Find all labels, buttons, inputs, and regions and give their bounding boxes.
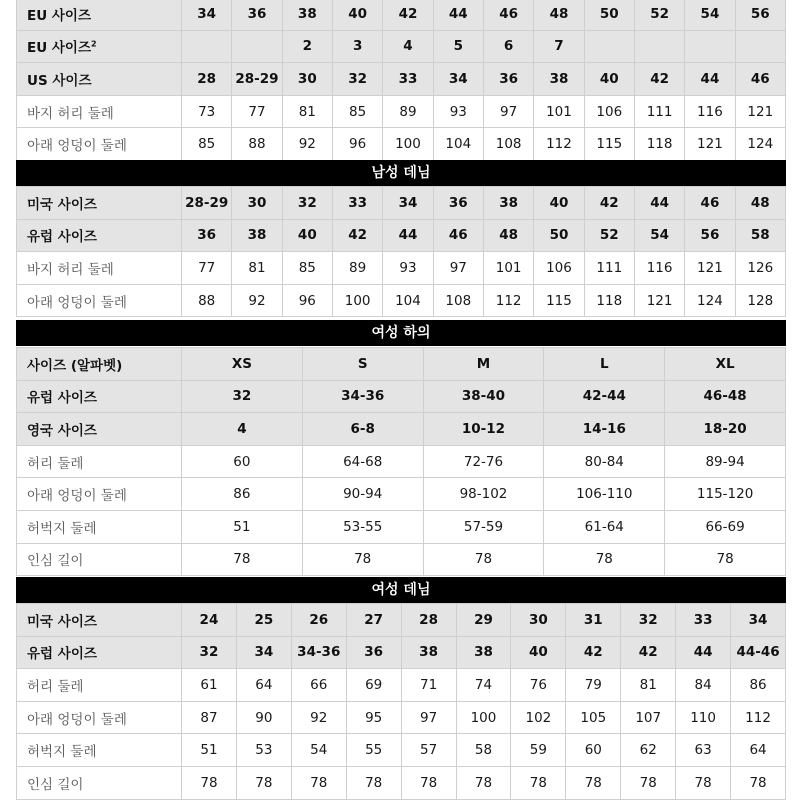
table-row — [17, 348, 786, 381]
size-cell: 95 — [346, 701, 401, 734]
row-label — [17, 380, 182, 413]
size-cell: 85 — [332, 95, 382, 128]
size-cell: 60 — [182, 445, 303, 478]
size-cell: 85 — [182, 128, 232, 161]
size-cell: S — [302, 348, 423, 381]
size-cell: 66 — [291, 669, 346, 702]
size-cell: 40 — [332, 0, 382, 30]
size-cell: 61-64 — [544, 510, 665, 543]
size-cell: 55 — [346, 734, 401, 767]
size-cell: 28 — [182, 63, 232, 96]
row-label — [17, 478, 182, 511]
size-cell: 54 — [634, 219, 684, 252]
size-cell: 128 — [735, 284, 785, 317]
size-cell: 57-59 — [423, 510, 544, 543]
size-cell: 29 — [456, 604, 511, 637]
size-cell: 88 — [232, 128, 282, 161]
size-cell: 32 — [332, 63, 382, 96]
row-label-text: 인심 길이 — [27, 776, 84, 793]
row-label — [17, 669, 182, 702]
row-label — [17, 95, 182, 128]
size-cell: 96 — [282, 284, 332, 317]
size-cell: 36 — [346, 636, 401, 669]
size-cell — [735, 30, 785, 63]
size-cell: 89-94 — [665, 445, 786, 478]
size-cell: 106 — [534, 252, 584, 285]
size-cell: 111 — [634, 95, 684, 128]
table-row — [17, 701, 786, 734]
size-cell: L — [544, 348, 665, 381]
size-cell: 42 — [584, 187, 634, 220]
size-cell: 36 — [182, 219, 232, 252]
size-cell: 33 — [383, 63, 433, 96]
size-cell: 42 — [332, 219, 382, 252]
size-cell: 96 — [332, 128, 382, 161]
size-cell: 63 — [676, 734, 731, 767]
size-cell: 92 — [291, 701, 346, 734]
row-label — [17, 348, 182, 381]
size-cell: 78 — [456, 766, 511, 799]
size-cell: 124 — [685, 284, 735, 317]
table-row — [17, 445, 786, 478]
size-cell: 57 — [401, 734, 456, 767]
size-cell: 44-46 — [731, 636, 786, 669]
table-row — [17, 766, 786, 799]
size-cell: 79 — [566, 669, 621, 702]
row-label-text: 허벅지 둘레 — [27, 744, 97, 761]
size-cell: 78 — [401, 766, 456, 799]
row-label — [17, 63, 182, 96]
size-cell: 60 — [566, 734, 621, 767]
size-cell: 71 — [401, 669, 456, 702]
size-cell: 78 — [302, 543, 423, 576]
size-cell: 4 — [182, 413, 303, 446]
size-cell: 44 — [433, 0, 483, 30]
size-cell: 28-29 — [232, 63, 282, 96]
size-cell: 90 — [236, 701, 291, 734]
row-label-text: 미국 사이즈 — [27, 613, 97, 630]
size-cell: 28-29 — [182, 187, 232, 220]
women-bottoms-size-table — [16, 347, 786, 576]
size-cell: 115-120 — [665, 478, 786, 511]
size-cell: 78 — [511, 766, 566, 799]
size-cell: 78 — [182, 766, 237, 799]
size-cell: 112 — [483, 284, 533, 317]
size-cell: 58 — [456, 734, 511, 767]
row-label-text: EU 사이즈 — [27, 40, 92, 57]
size-cell: 42 — [383, 0, 433, 30]
table-row — [17, 636, 786, 669]
size-cell: 34 — [182, 0, 232, 30]
size-cell: 115 — [534, 284, 584, 317]
size-cell: 46 — [483, 0, 533, 30]
size-cell: 78 — [346, 766, 401, 799]
size-cell: 92 — [232, 284, 282, 317]
size-cell — [182, 30, 232, 63]
row-label-text: 아래 엉덩이 둘레 — [27, 138, 127, 155]
size-cell: 112 — [731, 701, 786, 734]
size-cell: 100 — [456, 701, 511, 734]
size-cell: 84 — [676, 669, 731, 702]
size-cell: 38 — [534, 63, 584, 96]
size-cell: 34 — [433, 63, 483, 96]
row-label — [17, 219, 182, 252]
row-label — [17, 510, 182, 543]
size-cell: 93 — [383, 252, 433, 285]
table-row — [17, 0, 786, 30]
size-cell: 25 — [236, 604, 291, 637]
size-cell: 121 — [685, 128, 735, 161]
men-denim-header: 남성 데님 — [16, 160, 786, 186]
table-row — [17, 604, 786, 637]
row-label-text: 미국 사이즈 — [27, 196, 97, 213]
row-label-text: 인심 길이 — [27, 553, 84, 570]
size-cell: 27 — [346, 604, 401, 637]
size-cell: 30 — [282, 63, 332, 96]
row-label-text: 허벅지 둘레 — [27, 520, 97, 537]
size-cell: 38-40 — [423, 380, 544, 413]
size-cell: 33 — [676, 604, 731, 637]
size-cell: 42 — [621, 636, 676, 669]
size-cell: 42 — [634, 63, 684, 96]
row-label-text: 유럽 사이즈 — [27, 229, 97, 246]
row-label — [17, 636, 182, 669]
women-denim-size-table — [16, 603, 786, 800]
size-cell: 64 — [236, 669, 291, 702]
size-cell: 73 — [182, 95, 232, 128]
size-cell: 53 — [236, 734, 291, 767]
size-cell — [232, 30, 282, 63]
row-label — [17, 128, 182, 161]
row-label — [17, 445, 182, 478]
size-cell: 7 — [534, 30, 584, 63]
size-cell: 77 — [232, 95, 282, 128]
size-cell: 78 — [731, 766, 786, 799]
row-label — [17, 734, 182, 767]
size-cell: 76 — [511, 669, 566, 702]
size-cell: 18-20 — [665, 413, 786, 446]
size-cell: 86 — [182, 478, 303, 511]
table-row — [17, 95, 786, 128]
size-cell: 97 — [433, 252, 483, 285]
size-cell — [685, 30, 735, 63]
size-cell: 44 — [634, 187, 684, 220]
size-cell: XL — [665, 348, 786, 381]
size-cell: 106-110 — [544, 478, 665, 511]
size-cell: 31 — [566, 604, 621, 637]
table-row — [17, 219, 786, 252]
size-cell: 118 — [634, 128, 684, 161]
women-denim-header: 여성 데님 — [16, 577, 786, 603]
size-cell: 5 — [433, 30, 483, 63]
size-cell: 69 — [346, 669, 401, 702]
size-cell: 77 — [182, 252, 232, 285]
table-row — [17, 284, 786, 317]
size-cell: 61 — [182, 669, 237, 702]
size-cell: 126 — [735, 252, 785, 285]
size-cell: 64-68 — [302, 445, 423, 478]
size-cell: 72-76 — [423, 445, 544, 478]
size-cell: 112 — [534, 128, 584, 161]
size-cell: 110 — [676, 701, 731, 734]
size-cell: 3 — [332, 30, 382, 63]
size-cell: 46-48 — [665, 380, 786, 413]
row-label-text: 바지 허리 둘레 — [27, 105, 114, 122]
size-cell: 62 — [621, 734, 676, 767]
size-cell: 101 — [483, 252, 533, 285]
size-cell: 81 — [282, 95, 332, 128]
size-cell: 30 — [511, 604, 566, 637]
row-label — [17, 0, 182, 30]
size-cell: 48 — [483, 219, 533, 252]
size-cell: 38 — [456, 636, 511, 669]
size-cell: 6 — [483, 30, 533, 63]
size-cell: 34 — [731, 604, 786, 637]
size-cell: 121 — [685, 252, 735, 285]
row-label — [17, 413, 182, 446]
table-row — [17, 669, 786, 702]
size-cell: 51 — [182, 734, 237, 767]
size-cell: 104 — [383, 284, 433, 317]
size-cell: 56 — [735, 0, 785, 30]
size-cell: XS — [182, 348, 303, 381]
size-cell: 46 — [685, 187, 735, 220]
size-cell: 78 — [236, 766, 291, 799]
size-cell: 44 — [685, 63, 735, 96]
size-cell: 34-36 — [291, 636, 346, 669]
size-cell: 32 — [182, 380, 303, 413]
size-cell: M — [423, 348, 544, 381]
size-cell: 111 — [584, 252, 634, 285]
size-cell: 85 — [282, 252, 332, 285]
table-row — [17, 128, 786, 161]
size-cell: 32 — [182, 636, 237, 669]
size-cell: 36 — [232, 0, 282, 30]
size-cell: 40 — [511, 636, 566, 669]
size-cell: 53-55 — [302, 510, 423, 543]
size-cell: 121 — [735, 95, 785, 128]
size-cell: 32 — [621, 604, 676, 637]
size-cell: 54 — [685, 0, 735, 30]
size-cell: 90-94 — [302, 478, 423, 511]
size-cell: 81 — [232, 252, 282, 285]
row-label-text: 허리 둘레 — [27, 678, 84, 695]
size-cell: 28 — [401, 604, 456, 637]
size-cell: 42 — [566, 636, 621, 669]
row-label — [17, 766, 182, 799]
size-cell: 81 — [621, 669, 676, 702]
row-label — [17, 187, 182, 220]
size-cell: 118 — [584, 284, 634, 317]
size-cell: 78 — [291, 766, 346, 799]
size-cell: 2 — [282, 30, 332, 63]
size-cell: 88 — [182, 284, 232, 317]
row-label-text: 허리 둘레 — [27, 455, 84, 472]
size-cell: 14-16 — [544, 413, 665, 446]
size-cell: 101 — [534, 95, 584, 128]
size-cell: 4 — [383, 30, 433, 63]
size-cell: 38 — [282, 0, 332, 30]
size-cell: 40 — [282, 219, 332, 252]
table-row — [17, 734, 786, 767]
size-cell: 74 — [456, 669, 511, 702]
size-cell: 26 — [291, 604, 346, 637]
size-cell — [584, 30, 634, 63]
row-label — [17, 701, 182, 734]
size-cell: 50 — [534, 219, 584, 252]
size-cell: 40 — [584, 63, 634, 96]
size-cell: 44 — [383, 219, 433, 252]
table-row — [17, 63, 786, 96]
size-cell: 124 — [735, 128, 785, 161]
size-cell: 52 — [584, 219, 634, 252]
size-cell: 121 — [634, 284, 684, 317]
size-cell: 100 — [332, 284, 382, 317]
table-row — [17, 30, 786, 63]
row-label-text: 바지 허리 둘레 — [27, 261, 114, 278]
size-cell: 6-8 — [302, 413, 423, 446]
size-cell: 46 — [433, 219, 483, 252]
size-cell: 98-102 — [423, 478, 544, 511]
size-cell: 54 — [291, 734, 346, 767]
row-label-text: 유럽 사이즈 — [27, 646, 97, 663]
size-cell: 93 — [433, 95, 483, 128]
size-cell: 59 — [511, 734, 566, 767]
size-cell: 32 — [282, 187, 332, 220]
row-label — [17, 543, 182, 576]
size-cell: 36 — [483, 63, 533, 96]
size-cell: 78 — [423, 543, 544, 576]
size-cell: 40 — [534, 187, 584, 220]
row-label-text: 아래 엉덩이 둘레 — [27, 488, 127, 505]
size-cell: 30 — [232, 187, 282, 220]
row-label-text: 아래 엉덩이 둘레 — [27, 294, 127, 311]
size-cell: 66-69 — [665, 510, 786, 543]
row-label-text: 영국 사이즈 — [27, 422, 97, 439]
size-cell: 78 — [676, 766, 731, 799]
table-row — [17, 510, 786, 543]
size-cell: 24 — [182, 604, 237, 637]
size-cell: 42-44 — [544, 380, 665, 413]
size-cell: 89 — [332, 252, 382, 285]
size-cell: 34-36 — [302, 380, 423, 413]
size-cell: 50 — [584, 0, 634, 30]
size-cell: 104 — [433, 128, 483, 161]
size-cell: 78 — [182, 543, 303, 576]
size-cell: 44 — [676, 636, 731, 669]
size-cell: 106 — [584, 95, 634, 128]
women-bottoms-header: 여성 하의 — [16, 320, 786, 346]
row-label — [17, 252, 182, 285]
table-row — [17, 252, 786, 285]
row-label — [17, 30, 182, 63]
row-label-text: 유럽 사이즈 — [27, 390, 97, 407]
size-cell: 102 — [511, 701, 566, 734]
size-cell: 87 — [182, 701, 237, 734]
size-cell: 97 — [401, 701, 456, 734]
size-cell: 105 — [566, 701, 621, 734]
table-row — [17, 543, 786, 576]
size-cell: 46 — [735, 63, 785, 96]
size-cell: 48 — [534, 0, 584, 30]
size-cell: 78 — [621, 766, 676, 799]
size-cell: 52 — [634, 0, 684, 30]
row-label-text: EU 사이즈 — [27, 7, 92, 24]
table-row — [17, 478, 786, 511]
row-label-text: US 사이즈 — [27, 72, 92, 89]
size-cell: 64 — [731, 734, 786, 767]
row-label-text: 아래 엉덩이 둘레 — [27, 711, 127, 728]
size-cell: 78 — [544, 543, 665, 576]
size-cell — [634, 30, 684, 63]
row-label — [17, 284, 182, 317]
size-cell: 56 — [685, 219, 735, 252]
table-row — [17, 187, 786, 220]
row-label-text: 사이즈 (알파벳) — [27, 357, 123, 374]
size-cell: 38 — [483, 187, 533, 220]
size-cell: 58 — [735, 219, 785, 252]
size-cell: 97 — [483, 95, 533, 128]
men-bottoms-size-table — [16, 0, 786, 161]
size-cell: 33 — [332, 187, 382, 220]
size-cell: 116 — [685, 95, 735, 128]
size-cell: 34 — [383, 187, 433, 220]
size-cell: 92 — [282, 128, 332, 161]
table-row — [17, 380, 786, 413]
size-cell: 34 — [236, 636, 291, 669]
size-cell: 80-84 — [544, 445, 665, 478]
size-cell: 115 — [584, 128, 634, 161]
row-label — [17, 604, 182, 637]
size-cell: 78 — [665, 543, 786, 576]
size-cell: 116 — [634, 252, 684, 285]
table-row — [17, 413, 786, 446]
men-denim-size-table — [16, 186, 786, 317]
size-cell: 51 — [182, 510, 303, 543]
size-cell: 38 — [232, 219, 282, 252]
size-cell: 108 — [483, 128, 533, 161]
size-cell: 36 — [433, 187, 483, 220]
size-cell: 108 — [433, 284, 483, 317]
size-cell: 38 — [401, 636, 456, 669]
size-cell: 78 — [566, 766, 621, 799]
size-cell: 100 — [383, 128, 433, 161]
size-cell: 86 — [731, 669, 786, 702]
size-cell: 48 — [735, 187, 785, 220]
size-cell: 89 — [383, 95, 433, 128]
size-cell: 107 — [621, 701, 676, 734]
footnote-marker: 2 — [91, 39, 97, 49]
size-cell: 10-12 — [423, 413, 544, 446]
